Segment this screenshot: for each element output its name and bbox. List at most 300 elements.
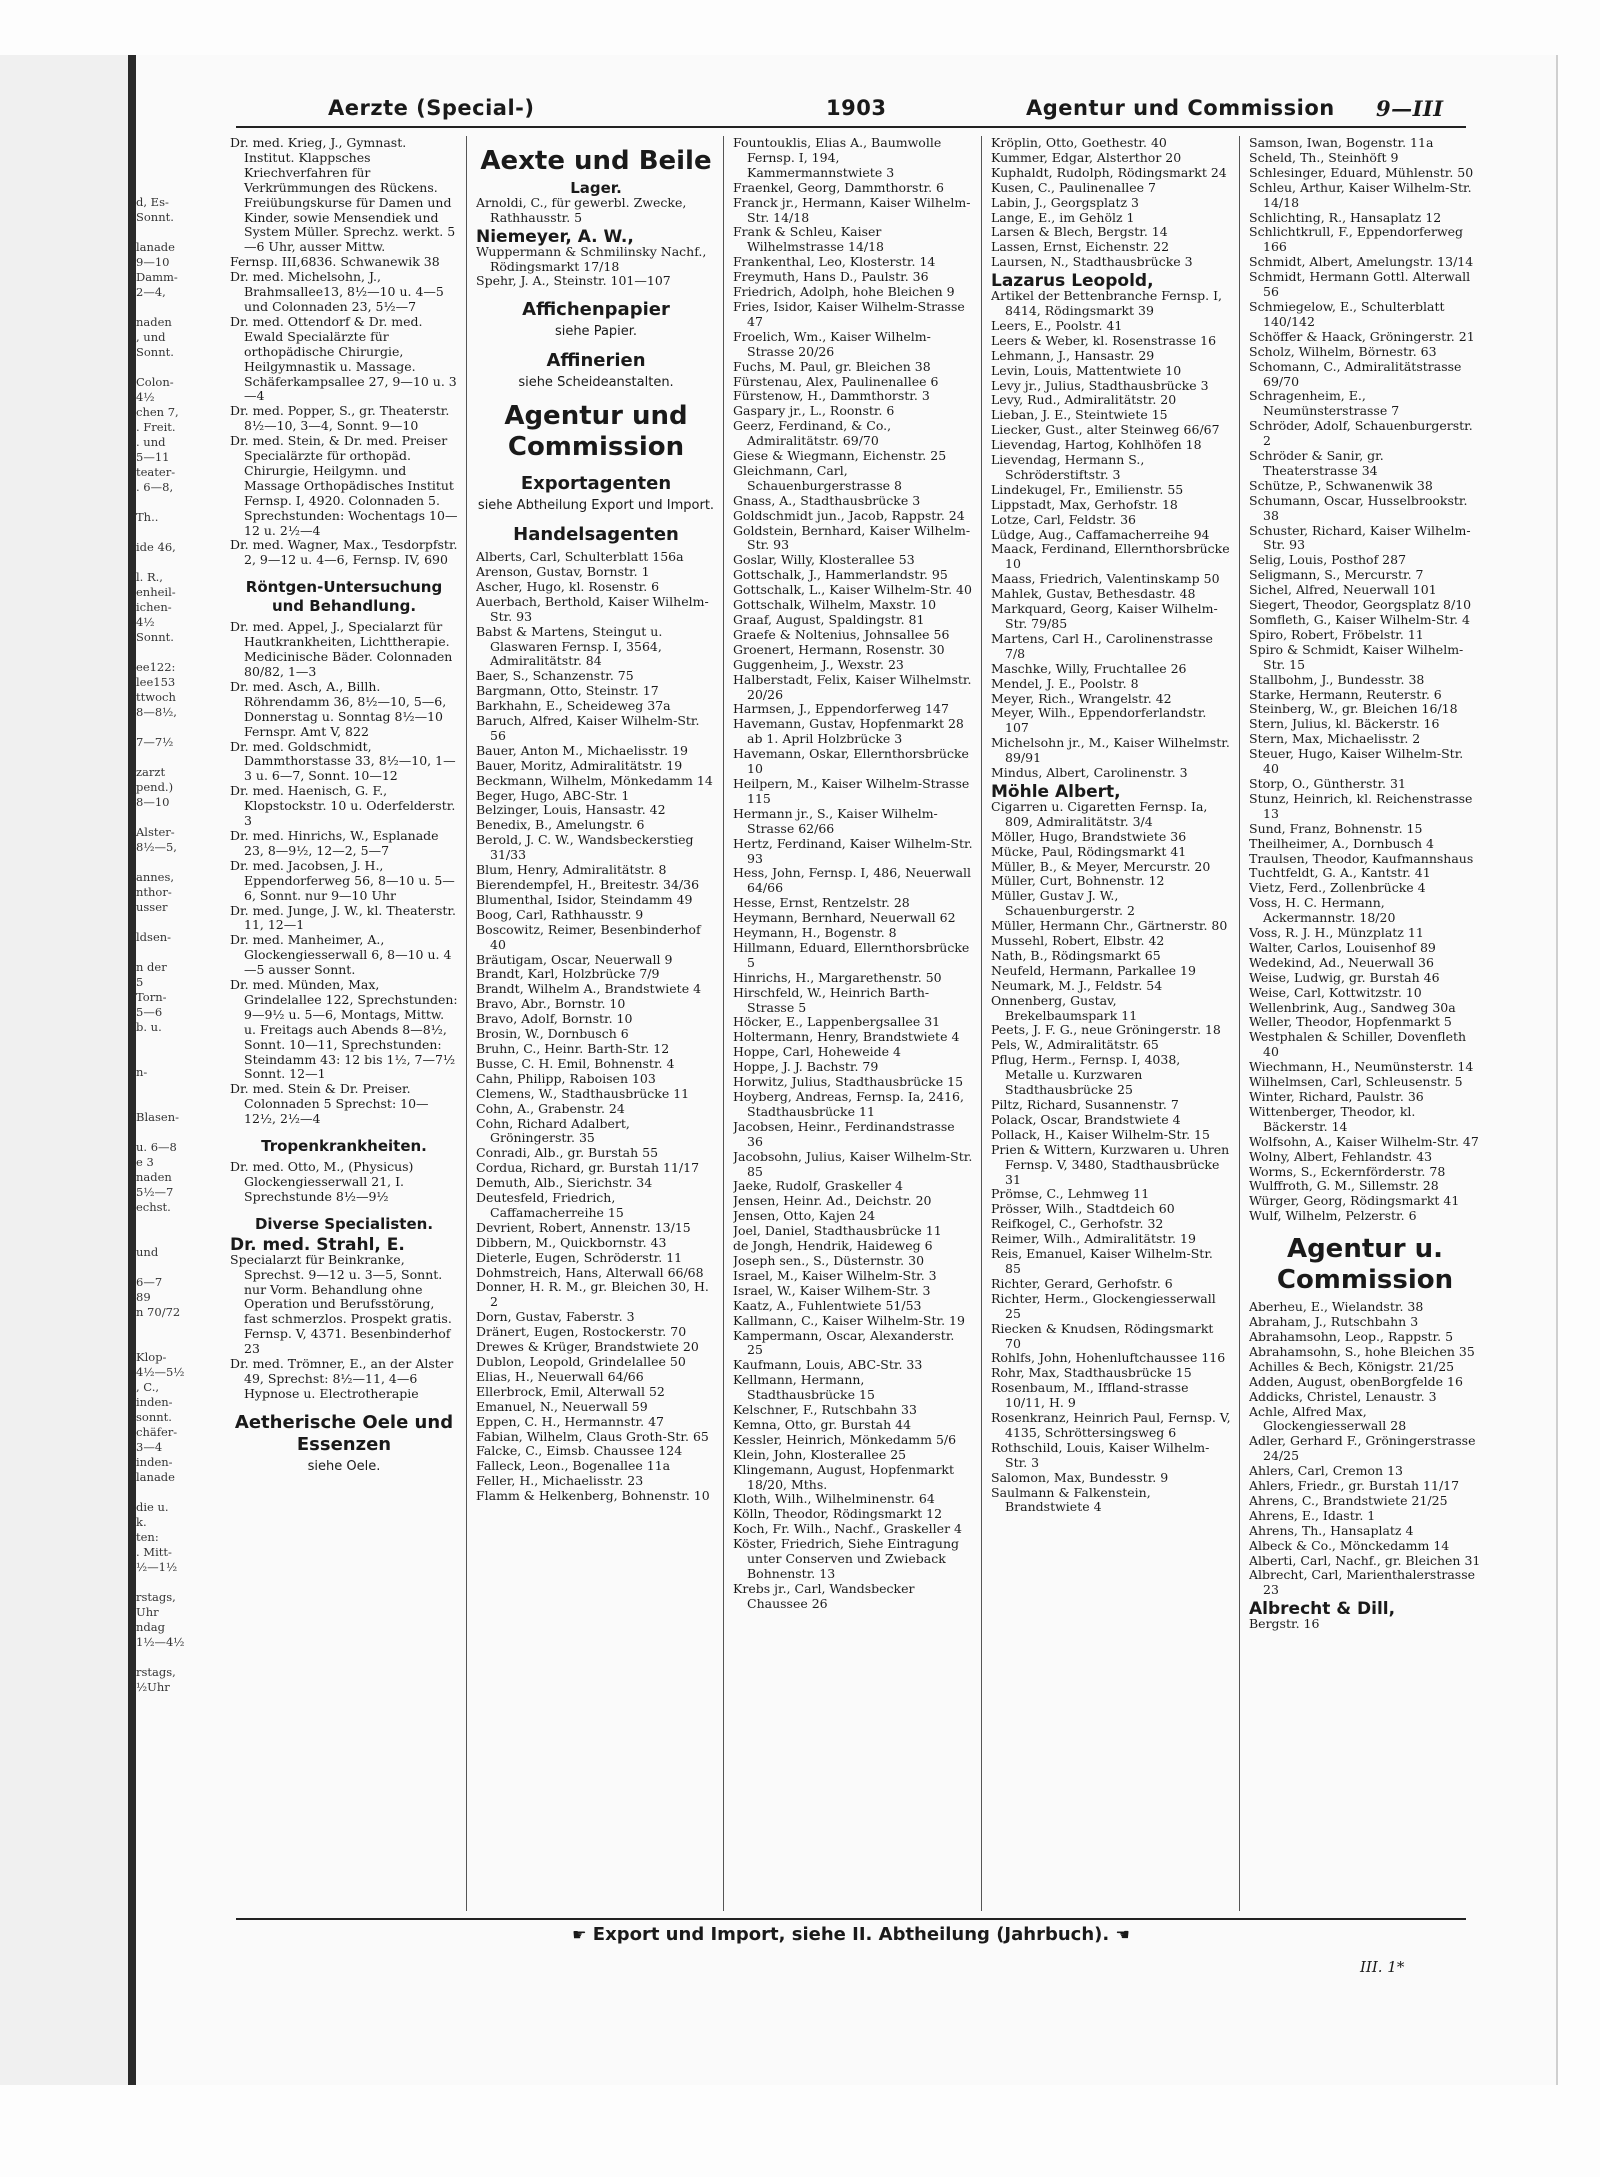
directory-entry: Dr. med. Asch, A., Billh. Röhrendamm 36, 8½—10, 5—6, Donnerstag u. Sonntag 8½—10 Fernspr. Amt V, 822 bbox=[230, 678, 447, 739]
directory-entry: Dr. med. Appel, J., Specialarzt für Hautkrankheiten, Lichttherapie. Medicinische Bäder. Colonnaden 80/82, 1—3 bbox=[230, 619, 453, 679]
directory-entry: Rosenbaum, M., Iffland-strasse 10/11, H. 9 bbox=[991, 1380, 1189, 1411]
directory-entry: Rothschild, Louis, Kaiser Wilhelm-Str. 3 bbox=[991, 1439, 1210, 1470]
directory-entry: Alberts, Carl, Schulterblatt 156a bbox=[476, 549, 684, 565]
directory-entry: Müller, Gustav J. W., Schauenburgerstr. 2 bbox=[991, 888, 1135, 919]
directory-entry: Dr. med. Ottendorf & Dr. med. Ewald Specialärzte für orthopädische Chirurgie, Heilgymnastik u. Massage. Schäferkampsallee 27, 9—10 u. 3—4 bbox=[230, 313, 457, 404]
directory-entry: Gleichmann, Carl, Schauenburgerstrasse 8 bbox=[733, 462, 902, 493]
margin-fragment: ½Uhr bbox=[136, 1680, 170, 1694]
directory-entry: Fabian, Wilhelm, Claus Groth-Str. 65 bbox=[476, 1428, 709, 1444]
directory-entry: Bravo, Abr., Bornstr. 10 bbox=[476, 996, 626, 1012]
directory-entry: Ahrens, E., Idastr. 1 bbox=[1249, 1507, 1376, 1523]
margin-fragment: . und bbox=[136, 435, 166, 449]
directory-entry: Abrahamsohn, S., hohe Bleichen 35 bbox=[1249, 1343, 1475, 1359]
margin-fragment: ½—1½ bbox=[136, 1560, 178, 1574]
directory-entry: Ellerbrock, Emil, Alterwall 52 bbox=[476, 1383, 665, 1399]
directory-entry: Addicks, Christel, Lenaustr. 3 bbox=[1249, 1388, 1437, 1404]
directory-entry: Stern, Julius, kl. Bäckerstr. 16 bbox=[1249, 716, 1440, 732]
category-heading: Agentur u. Commission bbox=[1276, 1234, 1454, 1296]
directory-entry: Wellenbrink, Aug., Sandweg 30a bbox=[1249, 999, 1456, 1015]
directory-entry: Dr. med. Michelsohn, J., Brahmsallee13, 8½—10 u. 4—5 und Colonnaden 23, 5½—7 bbox=[230, 269, 444, 314]
directory-entry: Jaeke, Rudolf, Graskeller 4 bbox=[733, 1178, 903, 1194]
section-heading: Diverse Specialisten. bbox=[254, 1214, 434, 1233]
directory-entry: Schumann, Oscar, Husselbrookstr. 38 bbox=[1249, 492, 1468, 523]
margin-fragment: naden bbox=[136, 315, 172, 329]
margin-fragment: pend.) bbox=[136, 780, 174, 794]
header-year: 1903 bbox=[826, 96, 887, 120]
directory-entry: Hoppe, J. J. Bachstr. 79 bbox=[733, 1059, 879, 1075]
directory-entry: Tuchtfeldt, G. A., Kantstr. 41 bbox=[1249, 865, 1431, 881]
directory-entry: Klingemann, August, Hopfenmarkt 18/20, Mths. bbox=[733, 1461, 955, 1492]
margin-fragment: b. u. bbox=[136, 1020, 162, 1034]
directory-entry: Friedrich, Adolph, hohe Bleichen 9 bbox=[733, 284, 955, 300]
margin-fragment: . 6—8, bbox=[136, 480, 174, 494]
directory-entry: Conradi, Alb., gr. Burstah 55 bbox=[476, 1145, 659, 1161]
margin-fragment: zarzt bbox=[136, 765, 166, 779]
directory-entry: Traulsen, Theodor, Kaufmannshaus bbox=[1249, 850, 1474, 866]
directory-entry: Geerz, Ferdinand, & Co., Admiralitätstr. 69/70 bbox=[733, 418, 892, 449]
directory-entry: Dr. med. Jacobsen, J. H., Eppendorferweg 56, 8—10 u. 5—6, Sonnt. nur 9—10 Uhr bbox=[230, 857, 455, 903]
margin-fragment: n- bbox=[136, 1065, 148, 1079]
directory-entry: Starke, Hermann, Reuterstr. 6 bbox=[1249, 686, 1442, 702]
directory-entry: Stallbohm, J., Bundesstr. 38 bbox=[1249, 671, 1425, 687]
directory-entry: Deutesfeld, Friedrich, Caffamacherreihe 15 bbox=[476, 1190, 624, 1220]
directory-entry: Wuppermann & Schmilinsky Nachf., Rödingsmarkt 17/18 bbox=[476, 243, 707, 274]
margin-fragment: 89 bbox=[136, 1290, 151, 1304]
margin-fragment: lee153 bbox=[136, 675, 176, 689]
page-signature: III. 1* bbox=[1360, 1958, 1405, 1976]
directory-entry: Joel, Daniel, Stadthausbrücke 11 bbox=[733, 1223, 942, 1239]
directory-entry: Feller, H., Michaelisstr. 23 bbox=[476, 1473, 644, 1489]
directory-entry: Wulffroth, G. M., Sillemstr. 28 bbox=[1249, 1178, 1439, 1194]
directory-entry: Graefe & Noltenius, Johnsallee 56 bbox=[733, 626, 950, 642]
book-gutter bbox=[128, 55, 136, 2085]
margin-fragment: lanade bbox=[136, 1470, 175, 1484]
directory-entry: Selig, Louis, Posthof 287 bbox=[1249, 552, 1407, 568]
directory-entry: Salomon, Max, Bundesstr. 9 bbox=[991, 1469, 1169, 1485]
directory-entry: Dibbern, M., Quickbornstr. 43 bbox=[476, 1234, 667, 1250]
directory-entry: Maack, Ferdinand, Ellernthorsbrücke 10 bbox=[991, 541, 1230, 572]
directory-entry: Arnoldi, C., für gewerbl. Zwecke, Rathhausstr. 5 bbox=[476, 194, 687, 225]
directory-entry: Michelsohn jr., M., Kaiser Wilhelmstr. 89/91 bbox=[991, 735, 1230, 766]
directory-entry: Levy jr., Julius, Stadthausbrücke 3 bbox=[991, 377, 1209, 393]
directory-entry: Klein, John, Klosterallee 25 bbox=[733, 1446, 907, 1462]
directory-entry: Freymuth, Hans D., Paulstr. 36 bbox=[733, 269, 929, 285]
directory-entry: Levin, Louis, Mattentwiete 10 bbox=[991, 362, 1182, 378]
directory-entry: Neumark, M. J., Feldstr. 54 bbox=[991, 977, 1163, 993]
section-heading: Röntgen-Untersuchung und Behandlung. bbox=[245, 578, 443, 616]
directory-entry: Schröder, Adolf, Schauenburgerstr. 2 bbox=[1249, 418, 1473, 449]
directory-entry: Liecker, Gust., alter Steinweg 66/67 bbox=[991, 422, 1220, 438]
directory-entry: Wilhelmsen, Carl, Schleusenstr. 5 bbox=[1249, 1074, 1463, 1090]
directory-entry: Saulmann & Falkenstein, Brandstwiete 4 bbox=[991, 1484, 1151, 1515]
directory-entry: Hoyberg, Andreas, Fernsp. Ia, 2416, Stadthausbrücke 11 bbox=[733, 1089, 964, 1119]
directory-entry: Heymann, Bernhard, Neuerwall 62 bbox=[733, 910, 956, 926]
directory-entry: Ascher, Hugo, kl. Rosenstr. 6 bbox=[476, 578, 660, 594]
column-4 bbox=[991, 136, 1231, 1911]
advertiser-name: Lazarus Leopold, bbox=[991, 271, 1154, 292]
directory-entry: Prösser, Wilh., Stadtdeich 60 bbox=[991, 1201, 1175, 1217]
directory-entry: Achilles & Bech, Königstr. 21/25 bbox=[1249, 1358, 1455, 1374]
directory-entry: Hertz, Ferdinand, Kaiser Wilhelm-Str. 93 bbox=[733, 835, 973, 866]
directory-entry: Weller, Theodor, Hopfenmarkt 5 bbox=[1249, 1014, 1452, 1030]
directory-entry: Köster, Friedrich, Siehe Eintragung unter Conserven und Zwieback Bohnenstr. 13 bbox=[733, 1536, 960, 1581]
directory-entry: Schuster, Richard, Kaiser Wilhelm-Str. 93 bbox=[1249, 522, 1471, 553]
directory-entry: Lassen, Ernst, Eichenstr. 22 bbox=[991, 239, 1170, 255]
directory-entry: Dr. med. Wagner, Max., Tesdorpfstr. 2, 9—12 u. 4—6, Fernsp. IV, 690 bbox=[230, 537, 458, 568]
advertiser-name: Albrecht & Dill, bbox=[1249, 1599, 1396, 1620]
margin-fragment: Th.. bbox=[136, 510, 159, 524]
directory-entry: Ahrens, C., Brandstwiete 21/25 bbox=[1249, 1492, 1448, 1508]
directory-entry: Havemann, Oskar, Ellernthorsbrücke 10 bbox=[733, 746, 969, 777]
margin-fragment: 1½—4½ bbox=[136, 1635, 185, 1649]
directory-entry: Richter, Herm., Glockengiesserwall 25 bbox=[991, 1290, 1216, 1321]
margin-fragment: 9—10 bbox=[136, 255, 170, 269]
directory-entry: Brandt, Wilhelm A., Brandstwiete 4 bbox=[476, 981, 702, 997]
directory-entry: Abrahamsohn, Leop., Rappstr. 5 bbox=[1249, 1328, 1454, 1344]
header-center: Agentur und Commission bbox=[1026, 96, 1335, 120]
directory-entry: Gottschalk, L., Kaiser Wilhelm-Str. 40 bbox=[733, 582, 972, 598]
directory-entry: Jensen, Otto, Kajen 24 bbox=[733, 1208, 876, 1224]
directory-entry: Dr. med. Goldschmidt, Dammthorstasse 33, 8½—10, 1—3 u. 6—7, Sonnt. 10—12 bbox=[230, 738, 456, 784]
margin-fragment: Torn- bbox=[136, 990, 167, 1004]
directory-entry: Dr. med. Popper, S., gr. Theaterstr. 8½—10, 3—4, Sonnt. 9—10 bbox=[230, 403, 450, 434]
directory-entry: Devrient, Robert, Annenstr. 13/15 bbox=[476, 1219, 691, 1235]
directory-entry: Albeck & Co., Mönckedamm 14 bbox=[1249, 1537, 1450, 1553]
margin-fragment: ndag bbox=[136, 1620, 165, 1634]
directory-entry: Mahlek, Gustav, Bethesdastr. 48 bbox=[991, 586, 1196, 602]
directory-entry: Jacobsohn, Julius, Kaiser Wilhelm-Str. 85 bbox=[733, 1148, 973, 1179]
directory-entry: Belzinger, Louis, Hansastr. 42 bbox=[476, 802, 666, 818]
directory-entry: Kessler, Heinrich, Mönkedamm 5/6 bbox=[733, 1431, 957, 1447]
scan-edge bbox=[0, 55, 128, 2085]
directory-entry: Kuphaldt, Rudolph, Rödingsmarkt 24 bbox=[991, 164, 1227, 180]
directory-entry: Mücke, Paul, Rödingsmarkt 41 bbox=[991, 843, 1187, 859]
directory-entry: Froelich, Wm., Kaiser Wilhelm-Strasse 20/26 bbox=[733, 328, 931, 359]
directory-entry: Kummer, Edgar, Alsterthor 20 bbox=[991, 149, 1182, 165]
advertiser-name: Niemeyer, A. W., bbox=[476, 226, 634, 247]
directory-entry: Labin, J., Georgsplatz 3 bbox=[991, 194, 1139, 210]
margin-fragment: ee122: bbox=[136, 660, 176, 674]
directory-entry: Kaufmann, Louis, ABC-Str. 33 bbox=[733, 1357, 923, 1373]
pointing-hand-icon: ☛ bbox=[572, 1925, 587, 1944]
margin-fragment: l. R., bbox=[136, 570, 163, 584]
directory-entry: Heymann, H., Bogenstr. 8 bbox=[733, 925, 897, 941]
margin-fragment: ichen- bbox=[136, 600, 172, 614]
directory-entry: Fries, Isidor, Kaiser Wilhelm-Strasse 47 bbox=[733, 298, 965, 329]
directory-entry: Brandt, Karl, Holzbrücke 7/9 bbox=[476, 966, 660, 982]
directory-entry: Clemens, W., Stadthausbrücke 11 bbox=[476, 1085, 690, 1101]
directory-entry: Wittenberger, Theodor, kl. Bäckerstr. 14 bbox=[1249, 1103, 1416, 1134]
directory-entry: Specialarzt für Beinkranke, Sprechst. 9—12 u. 3—5, Sonnt. nur Vorm. Behandlung ohne Operation und Berufsstörung, fast schmerzlos. Prospekt gratis. Fernsp. V, 4371. Besenbinderhof 23 bbox=[230, 1251, 452, 1357]
subcategory-heading: Handelsagenten bbox=[513, 524, 679, 546]
margin-fragment: Sonnt. bbox=[136, 345, 174, 359]
directory-entry: Frankenthal, Leo, Klosterstr. 14 bbox=[733, 254, 936, 270]
directory-entry: Lieban, J. E., Steintwiete 15 bbox=[991, 407, 1168, 423]
directory-entry: Reifkogel, C., Gerhofstr. 32 bbox=[991, 1216, 1164, 1232]
directory-entry: Adden, August, obenBorgfelde 16 bbox=[1249, 1373, 1463, 1389]
directory-entry: Müller, B., & Meyer, Mercurstr. 20 bbox=[991, 858, 1211, 874]
directory-entry: Bergstr. 16 bbox=[1249, 1616, 1320, 1632]
directory-entry: Abraham, J., Rutschbahn 3 bbox=[1249, 1314, 1419, 1330]
directory-entry: Lievendag, Hermann S., Schröderstiftstr. 3 bbox=[991, 452, 1145, 482]
directory-entry: Seligmann, S., Mercurstr. 7 bbox=[1249, 567, 1424, 583]
directory-entry: Heilpern, M., Kaiser Wilhelm-Strasse 115 bbox=[733, 775, 970, 806]
directory-entry: Westphalen & Schiller, Dovenfleth 40 bbox=[1249, 1029, 1467, 1060]
directory-entry: Gottschalk, Wilhelm, Maxstr. 10 bbox=[733, 597, 937, 613]
directory-entry: Brosin, W., Dornbusch 6 bbox=[476, 1026, 629, 1042]
directory-entry: Aberheu, E., Wielandstr. 38 bbox=[1249, 1299, 1424, 1315]
directory-entry: Schütze, P., Schwanenwik 38 bbox=[1249, 477, 1433, 493]
directory-entry: Hinrichs, H., Margarethenstr. 50 bbox=[733, 969, 942, 985]
directory-entry: Falleck, Leon., Bogenallee 11a bbox=[476, 1458, 671, 1474]
directory-entry: Cigarren u. Cigaretten Fernsp. Ia, 809, Admiralitätstr. 3/4 bbox=[991, 798, 1208, 829]
directory-entry: Boog, Carl, Rathhausstr. 9 bbox=[476, 906, 644, 922]
column-rule bbox=[466, 136, 467, 1911]
margin-fragment: chen 7, bbox=[136, 405, 179, 419]
directory-entry: Dr. med. Stein, & Dr. med. Preiser Specialärzte für orthopäd. Chirurgie, Heilgymn. und Massage Orthopädisches Institut Fernsp. I, 4920. Colonnaden 5. Sprechstunden: Wochentags 10—12 u. 2½—4 bbox=[230, 433, 458, 538]
directory-entry: Kellmann, Hermann, Stadthausbrücke 15 bbox=[733, 1372, 875, 1403]
directory-entry: Martens, Carl H., Carolinenstrasse 7/8 bbox=[991, 630, 1213, 661]
margin-fragment: 4½—5½ bbox=[136, 1365, 185, 1379]
margin-fragment: usser bbox=[136, 900, 168, 914]
directory-entry: Müller, Hermann Chr., Gärtnerstr. 80 bbox=[991, 918, 1228, 934]
directory-entry: Guggenheim, J., Wexstr. 23 bbox=[733, 656, 904, 672]
margin-fragment: 7—7½ bbox=[136, 735, 174, 749]
directory-entry: Neufeld, Hermann, Parkallee 19 bbox=[991, 962, 1196, 978]
cross-reference: siehe Abtheilung Export und Import. bbox=[477, 498, 715, 514]
directory-entry: Koch, Fr. Wilh., Nachf., Graskeller 4 bbox=[733, 1521, 962, 1537]
subcategory-heading: Affichenpapier bbox=[522, 299, 670, 321]
directory-entry: Goldstein, Bernhard, Kaiser Wilhelm-Str. 93 bbox=[733, 522, 971, 553]
directory-entry: Eppen, C. H., Hermannstr. 47 bbox=[476, 1413, 664, 1429]
directory-entry: Lange, E., im Gehölz 1 bbox=[991, 209, 1135, 225]
subcategory-heading: Exportagenten bbox=[520, 473, 672, 495]
directory-entry: Franck jr., Hermann, Kaiser Wilhelm-Str. 14/18 bbox=[733, 194, 971, 225]
directory-entry: Pollack, H., Kaiser Wilhelm-Str. 15 bbox=[991, 1126, 1210, 1142]
margin-fragment: die u. bbox=[136, 1500, 169, 1514]
directory-entry: Cohn, Richard Adalbert, Gröningerstr. 35 bbox=[476, 1115, 630, 1146]
directory-entry: Möller, Hugo, Brandstwiete 36 bbox=[991, 828, 1187, 844]
directory-entry: Holtermann, Henry, Brandstwiete 4 bbox=[733, 1029, 960, 1045]
footer-note: Export und Import, siehe II. Abtheilung (Jahrbuch). bbox=[592, 1924, 1110, 1945]
directory-entry: Fürstenow, H., Dammthorstr. 3 bbox=[733, 388, 930, 404]
directory-entry: Maschke, Willy, Fruchtallee 26 bbox=[991, 660, 1187, 676]
subcategory-heading: Affinerien bbox=[546, 350, 646, 372]
margin-fragment: inden- bbox=[136, 1395, 173, 1409]
margin-fragment: ten: bbox=[136, 1530, 159, 1544]
margin-fragment: annes, bbox=[136, 870, 175, 884]
directory-entry: Richter, Gerard, Gerhofstr. 6 bbox=[991, 1275, 1173, 1291]
directory-entry: Levy, Rud., Admiralitätstr. 20 bbox=[991, 392, 1177, 408]
margin-fragment: rstags, bbox=[136, 1590, 176, 1604]
directory-entry: Höcker, E., Lappenbergsallee 31 bbox=[733, 1014, 941, 1030]
directory-entry: Peets, J. F. G., neue Gröningerstr. 18 bbox=[991, 1022, 1221, 1038]
directory-entry: Falcke, C., Eimsb. Chaussee 124 bbox=[476, 1443, 683, 1459]
margin-fragment: Alster- bbox=[136, 825, 175, 839]
margin-fragment: 5—6 bbox=[136, 1005, 163, 1019]
directory-entry: Joseph sen., S., Düsternstr. 30 bbox=[733, 1252, 925, 1268]
directory-entry: Kaatz, A., Fuhlentwiete 51/53 bbox=[733, 1297, 922, 1313]
directory-entry: Theilheimer, A., Dornbusch 4 bbox=[1249, 835, 1434, 851]
margin-fragment: Blasen- bbox=[136, 1110, 179, 1124]
directory-entry: Stunz, Heinrich, kl. Reichenstrasse 13 bbox=[1249, 790, 1473, 821]
margin-fragment: und bbox=[136, 1245, 159, 1259]
directory-entry: Prien & Wittern, Kurzwaren u. Uhren Fernsp. V, 3480, Stadthausbrücke 31 bbox=[991, 1141, 1230, 1187]
margin-fragment: Colon- bbox=[136, 375, 174, 389]
directory-entry: Auerbach, Berthold, Kaiser Wilhelm-Str. 93 bbox=[476, 593, 709, 624]
margin-fragment: lanade bbox=[136, 240, 175, 254]
margin-fragment: , und bbox=[136, 330, 166, 344]
directory-entry: Schlesinger, Eduard, Mühlenstr. 50 bbox=[1249, 164, 1474, 180]
directory-entry: Busse, C. H. Emil, Bohnenstr. 4 bbox=[476, 1055, 675, 1071]
margin-fragment: n der bbox=[136, 960, 167, 974]
margin-fragment: e 3 bbox=[136, 1155, 154, 1169]
margin-fragment: 5—11 bbox=[136, 450, 170, 464]
directory-entry: Wiechmann, H., Neumünsterstr. 14 bbox=[1249, 1059, 1474, 1075]
directory-entry: Dr. med. Stein & Dr. Preiser. Colonnaden 5 Sprechst: 10—12½, 2½—4 bbox=[230, 1081, 429, 1127]
directory-entry: Laursen, N., Stadthausbrücke 3 bbox=[991, 254, 1193, 270]
directory-entry: Donner, H. R. M., gr. Bleichen 30, H. 2 bbox=[476, 1279, 709, 1310]
directory-entry: Pflug, Herm., Fernsp. I, 4038, Metalle u. Kurzwaren Stadthausbrücke 25 bbox=[991, 1052, 1181, 1098]
directory-entry: Beger, Hugo, ABC-Str. 1 bbox=[476, 787, 630, 803]
directory-entry: Spehr, J. A., Steinstr. 101—107 bbox=[476, 273, 671, 289]
directory-entry: Bauer, Anton M., Michaelisstr. 19 bbox=[476, 742, 689, 758]
margin-fragment: teater- bbox=[136, 465, 176, 479]
margin-fragment: ttwoch bbox=[136, 690, 176, 704]
page-header bbox=[236, 92, 1466, 128]
directory-entry: Lievendag, Hartog, Kohlhöfen 18 bbox=[991, 437, 1202, 453]
advertiser-name: Möhle Albert, bbox=[991, 781, 1121, 802]
margin-fragment: rstags, bbox=[136, 1665, 176, 1679]
margin-fragment: 6—7 bbox=[136, 1275, 163, 1289]
directory-entry: Dr. med. Hinrichs, W., Esplanade 23, 8—9½, 12—2, 5—7 bbox=[230, 827, 439, 858]
margin-fragment: chäfer- bbox=[136, 1425, 178, 1439]
directory-entry: Goldschmidt jun., Jacob, Rappstr. 24 bbox=[733, 507, 965, 523]
directory-entry: Hess, John, Fernsp. I, 486, Neuerwall 64/66 bbox=[733, 865, 972, 896]
column-5 bbox=[1249, 136, 1481, 1911]
directory-entry: Winter, Richard, Paulstr. 36 bbox=[1249, 1089, 1424, 1104]
directory-entry: Lindekugel, Fr., Emilienstr. 55 bbox=[991, 481, 1184, 497]
margin-fragment: 8—10 bbox=[136, 795, 170, 809]
margin-fragment: 4½ bbox=[136, 390, 155, 404]
directory-entry: Bräutigam, Oscar, Neuerwall 9 bbox=[476, 951, 673, 967]
directory-entry: Reis, Emanuel, Kaiser Wilhelm-Str. 85 bbox=[991, 1246, 1213, 1276]
margin-fragment: Uhr bbox=[136, 1605, 159, 1619]
margin-fragment: nthor- bbox=[136, 885, 172, 899]
directory-entry: Dr. med. Junge, J. W., kl. Theaterstr. 11, 12—1 bbox=[230, 902, 456, 933]
directory-entry: Cordua, Richard, gr. Burstah 11/17 bbox=[476, 1160, 700, 1176]
directory-entry: Schmiegelow, E., Schulterblatt 140/142 bbox=[1249, 298, 1445, 329]
directory-entry: Dr. med. Krieg, J., Gymnast. Institut. Klappsches Kriechverfahren für Verkrümmungen des Rückens. Freiübungskurse für Damen und Kinder, sowie Mensendiek und System Müller. Sprechz. werkt. 5—6 Uhr, ausser Mittw. bbox=[230, 136, 456, 255]
margin-fragment: 5½—7 bbox=[136, 1185, 174, 1199]
directory-entry: Weise, Ludwig, gr. Burstah 46 bbox=[1249, 969, 1440, 985]
directory-entry: Elias, H., Neuerwall 64/66 bbox=[476, 1368, 644, 1384]
directory-entry: Gnass, A., Stadthausbrücke 3 bbox=[733, 492, 921, 508]
directory-entry: Arenson, Gustav, Bornstr. 1 bbox=[476, 563, 650, 579]
directory-entry: Sund, Franz, Bohnenstr. 15 bbox=[1249, 820, 1423, 836]
directory-entry: Müller, Curt, Bohnenstr. 12 bbox=[991, 873, 1165, 889]
directory-entry: Dohmstreich, Hans, Alterwall 66/68 bbox=[476, 1264, 704, 1280]
margin-fragment: u. 6—8 bbox=[136, 1140, 177, 1154]
category-heading: Aexte und Beile bbox=[480, 146, 712, 176]
directory-entry: Drewes & Krüger, Brandstwiete 20 bbox=[476, 1339, 699, 1355]
directory-entry: Baruch, Alfred, Kaiser Wilhelm-Str. 56 bbox=[476, 713, 700, 743]
directory-entry: Bargmann, Otto, Steinstr. 17 bbox=[476, 683, 659, 699]
directory-entry: Fürstenau, Alex, Paulinenallee 6 bbox=[733, 373, 939, 389]
directory-entry: Hirschfeld, W., Heinrich Barth-Strasse 5 bbox=[733, 984, 930, 1015]
directory-entry: Larsen & Blech, Bergstr. 14 bbox=[991, 224, 1168, 240]
directory-entry: Schlichting, R., Hansaplatz 12 bbox=[1249, 209, 1442, 225]
directory-entry: Fernsp. III,6836. Schwanewik 38 bbox=[230, 254, 440, 270]
margin-fragment: . Freit. bbox=[136, 420, 176, 434]
directory-entry: Dublon, Leopold, Grindelallee 50 bbox=[476, 1354, 686, 1369]
directory-entry: Lüdge, Aug., Caffamacherreihe 94 bbox=[991, 526, 1210, 542]
margin-fragment: 2—4, bbox=[136, 285, 166, 299]
margin-fragment: k. bbox=[136, 1515, 147, 1529]
margin-fragment: Sonnt. bbox=[136, 210, 174, 224]
advertiser-name: Dr. med. Strahl, E. bbox=[230, 1234, 405, 1255]
directory-entry: Nath, B., Rödingsmarkt 65 bbox=[991, 947, 1161, 963]
margin-fragment: Klop- bbox=[136, 1350, 167, 1364]
directory-entry: Babst & Martens, Steingut u. Glaswaren Fernsp. I, 3564, Admiralitätstr. 84 bbox=[476, 623, 663, 669]
directory-entry: Hesse, Ernst, Rentzelstr. 28 bbox=[733, 895, 910, 911]
directory-entry: Mussehl, Robert, Elbstr. 42 bbox=[991, 933, 1165, 949]
column-2 bbox=[476, 136, 716, 1911]
directory-entry: Bruhn, C., Heinr. Barth-Str. 12 bbox=[476, 1040, 670, 1056]
margin-fragment: sonnt. bbox=[136, 1410, 172, 1424]
directory-entry: Steuer, Hugo, Kaiser Wilhelm-Str. 40 bbox=[1249, 746, 1464, 777]
directory-entry: Worms, S., Eckernförderstr. 78 bbox=[1249, 1163, 1446, 1179]
directory-entry: Kölln, Theodor, Rödingsmarkt 12 bbox=[733, 1506, 943, 1522]
directory-entry: Kallmann, C., Kaiser Wilhelm-Str. 19 bbox=[733, 1312, 965, 1328]
directory-entry: Albrecht, Carl, Marienthalerstrasse 23 bbox=[1249, 1567, 1476, 1598]
directory-entry: Blumenthal, Isidor, Steindamm 49 bbox=[476, 891, 693, 907]
directory-entry: Hoppe, Carl, Hoheweide 4 bbox=[733, 1044, 902, 1060]
directory-entry: Schomann, C., Admiralitätstrasse 69/70 bbox=[1249, 358, 1462, 389]
directory-entry: Rosenkranz, Heinrich Paul, Fernsp. V, 4135, Schröttersingsweg 6 bbox=[991, 1410, 1231, 1440]
directory-entry: Meyer, Wilh., Eppendorferlandstr. 107 bbox=[991, 705, 1207, 736]
margin-fragment: 8½—5, bbox=[136, 840, 177, 854]
directory-entry: Horwitz, Julius, Stadthausbrücke 15 bbox=[733, 1074, 964, 1090]
column-rule bbox=[1239, 136, 1240, 1911]
directory-entry: Gottschalk, J., Hammerlandstr. 95 bbox=[733, 567, 948, 583]
directory-entry: Siegert, Theodor, Georgsplatz 8/10 bbox=[1249, 597, 1472, 613]
directory-entry: Ahlers, Friedr., gr. Burstah 11/17 bbox=[1249, 1478, 1460, 1494]
directory-entry: Mendel, J. E., Poolstr. 8 bbox=[991, 675, 1139, 691]
margin-fragment: 4½ bbox=[136, 615, 155, 629]
directory-entry: Barkhahn, E., Scheideweg 37a bbox=[476, 698, 671, 714]
directory-entry: Meyer, Rich., Wrangelstr. 42 bbox=[991, 690, 1172, 706]
directory-entry: Blum, Henry, Admiralitätstr. 8 bbox=[476, 862, 667, 878]
margin-fragment: n 70/72 bbox=[136, 1305, 181, 1319]
directory-entry: Fuchs, M. Paul, gr. Bleichen 38 bbox=[733, 358, 931, 374]
directory-entry: Dr. med. Manheimer, A., Glockengiesserwall 6, 8—10 u. 4—5 ausser Sonnt. bbox=[230, 932, 452, 978]
header-left: Aerzte (Special-) bbox=[328, 96, 535, 120]
cross-reference: siehe Oele. bbox=[307, 1458, 381, 1474]
directory-entry: Bravo, Adolf, Bornstr. 10 bbox=[476, 1011, 633, 1027]
directory-entry: Benedix, B., Amelungstr. 6 bbox=[476, 817, 645, 833]
directory-entry: Samson, Iwan, Bogenstr. 11a bbox=[1249, 136, 1434, 150]
directory-entry: Harmsen, J., Eppendorferweg 147 bbox=[733, 701, 949, 717]
directory-entry: Kampermann, Oscar, Alexanderstr. 25 bbox=[733, 1327, 955, 1358]
directory-entry: Adler, Gerhard F., Gröningerstrasse 24/25 bbox=[1249, 1433, 1476, 1464]
directory-entry: Schöffer & Haack, Gröningerstr. 21 bbox=[1249, 328, 1475, 344]
directory-entry: Kelschner, F., Rutschbahn 33 bbox=[733, 1402, 917, 1418]
subcategory-label: Lager. bbox=[570, 179, 622, 197]
directory-entry: de Jongh, Hendrik, Haideweg 6 bbox=[733, 1238, 933, 1254]
directory-entry: Lippstadt, Max, Gerhofstr. 18 bbox=[991, 496, 1178, 512]
margin-fragment: inden- bbox=[136, 1455, 173, 1469]
